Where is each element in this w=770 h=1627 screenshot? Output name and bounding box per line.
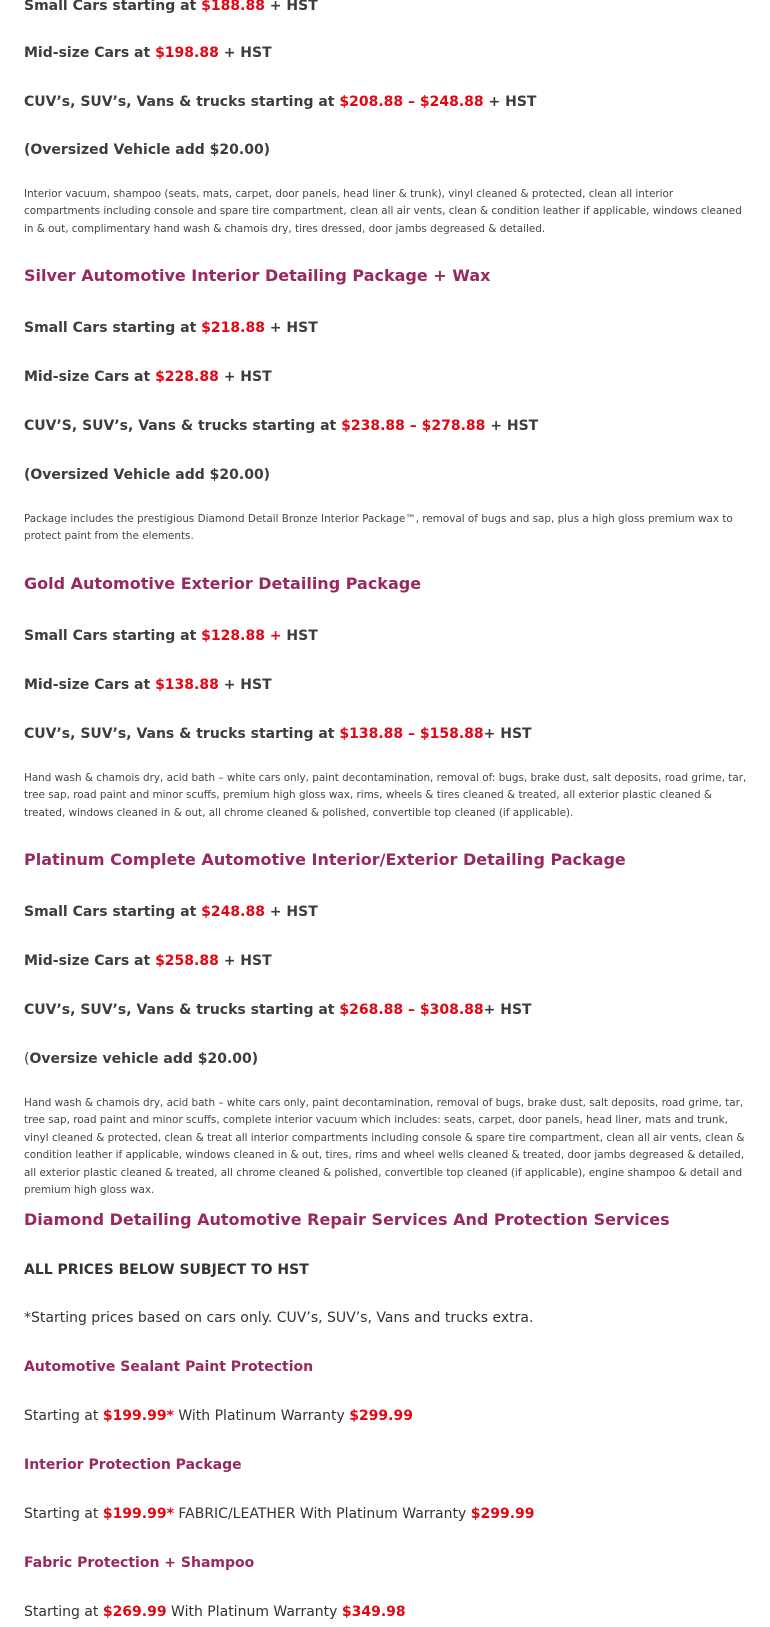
platinum-package-title: Platinum Complete Automotive Interior/Exterior Detailing Package: [24, 850, 626, 869]
platinum-oversized-note: (Oversize vehicle add $20.00): [24, 1051, 259, 1067]
bronze-small-cars-price: Small Cars starting at $188.88 + HST: [24, 0, 318, 14]
interior-protection-price: Starting at $199.99* FABRIC/LEATHER With Platinum Warranty $299.99: [24, 1506, 535, 1522]
bronze-oversized-note: (Oversized Vehicle add $20.00): [24, 142, 271, 158]
fabric-protection-title: Fabric Protection + Shampoo: [24, 1555, 255, 1571]
bronze-description: Interior vacuum, shampoo (seats, mats, carpet, door panels, head liner & trunk), vinyl cleaned & protected, clean all interior compartments including console and spare tire compartment, clean all air vents, clean & condition leather if applicable, windows cleaned in & out, complimentary hand wash & chamois dry, tires dressed, door jambs degreased & detailed.: [24, 188, 742, 235]
silver-description: Package includes the prestigious Diamond Detail Bronze Interior Package™, removal of bugs and sap, plus a high gloss premium wax to protect paint from the elements.: [24, 513, 733, 543]
platinum-cuv-price: CUV’s, SUV’s, Vans & trucks starting at $268.88 – $308.88+ HST: [24, 1002, 532, 1018]
silver-oversized-note: (Oversized Vehicle add $20.00): [24, 467, 271, 483]
sealant-protection-price: Starting at $199.99* With Platinum Warranty $299.99: [24, 1408, 413, 1424]
bronze-cuv-price: CUV’s, SUV’s, Vans & trucks starting at $208.88 – $248.88 + HST: [24, 94, 537, 110]
hst-subject-note: ALL PRICES BELOW SUBJECT TO HST: [24, 1262, 309, 1278]
silver-package-title: Silver Automotive Interior Detailing Package + Wax: [24, 266, 491, 285]
platinum-midsize-price: Mid-size Cars at $258.88 + HST: [24, 953, 272, 969]
starting-prices-note: *Starting prices based on cars only. CUV’s, SUV’s, Vans and trucks extra.: [24, 1310, 534, 1326]
protection-services-title: Diamond Detailing Automotive Repair Services And Protection Services: [24, 1210, 670, 1229]
gold-cuv-price: CUV’s, SUV’s, Vans & trucks starting at $138.88 – $158.88+ HST: [24, 726, 532, 742]
interior-protection-title: Interior Protection Package: [24, 1457, 242, 1473]
silver-midsize-price: Mid-size Cars at $228.88 + HST: [24, 369, 272, 385]
gold-midsize-price: Mid-size Cars at $138.88 + HST: [24, 677, 272, 693]
gold-small-cars-price: Small Cars starting at $128.88 + HST: [24, 628, 318, 644]
sealant-protection-title: Automotive Sealant Paint Protection: [24, 1359, 314, 1375]
gold-description: Hand wash & chamois dry, acid bath – white cars only, paint decontamination, removal of: bugs, brake dust, salt deposits, road grime, tar, tree sap, road paint and minor scuffs, premium high gloss wax, rims, wheels & tires cleaned & treated, all exterior plastic cleaned & treated, windows cleaned in & out, all chrome cleaned & polished, convertible top cleaned (if applicable).: [24, 772, 747, 819]
bronze-midsize-price: Mid-size Cars at $198.88 + HST: [24, 45, 272, 61]
silver-small-cars-price: Small Cars starting at $218.88 + HST: [24, 320, 318, 336]
platinum-small-cars-price: Small Cars starting at $248.88 + HST: [24, 904, 318, 920]
silver-cuv-price: CUV’S, SUV’s, Vans & trucks starting at $238.88 – $278.88 + HST: [24, 418, 539, 434]
fabric-protection-price: Starting at $269.99 With Platinum Warranty $349.98: [24, 1604, 406, 1620]
gold-package-title: Gold Automotive Exterior Detailing Package: [24, 574, 422, 593]
platinum-description: Hand wash & chamois dry, acid bath – white cars only, paint decontamination, removal of bugs, brake dust, salt deposits, road grime, tar, tree sap, road paint and minor scuffs, complete interior vacuum which includes: seats, carpet, door panels, head liner, mats and trunk, vinyl cleaned & protected, clean & treat all interior compartments including console & spare tire compartment, clean all air vents, clean & condition leather if applicable, windows cleaned in & out, tires, rims and wheel wells cleaned & treated, door jambs degreased & detailed, all exterior plastic cleaned & treated, all chrome cleaned & polished, convertible top cleaned (if applicable), engine shampoo & detail and premium high gloss wax.: [24, 1097, 745, 1197]
